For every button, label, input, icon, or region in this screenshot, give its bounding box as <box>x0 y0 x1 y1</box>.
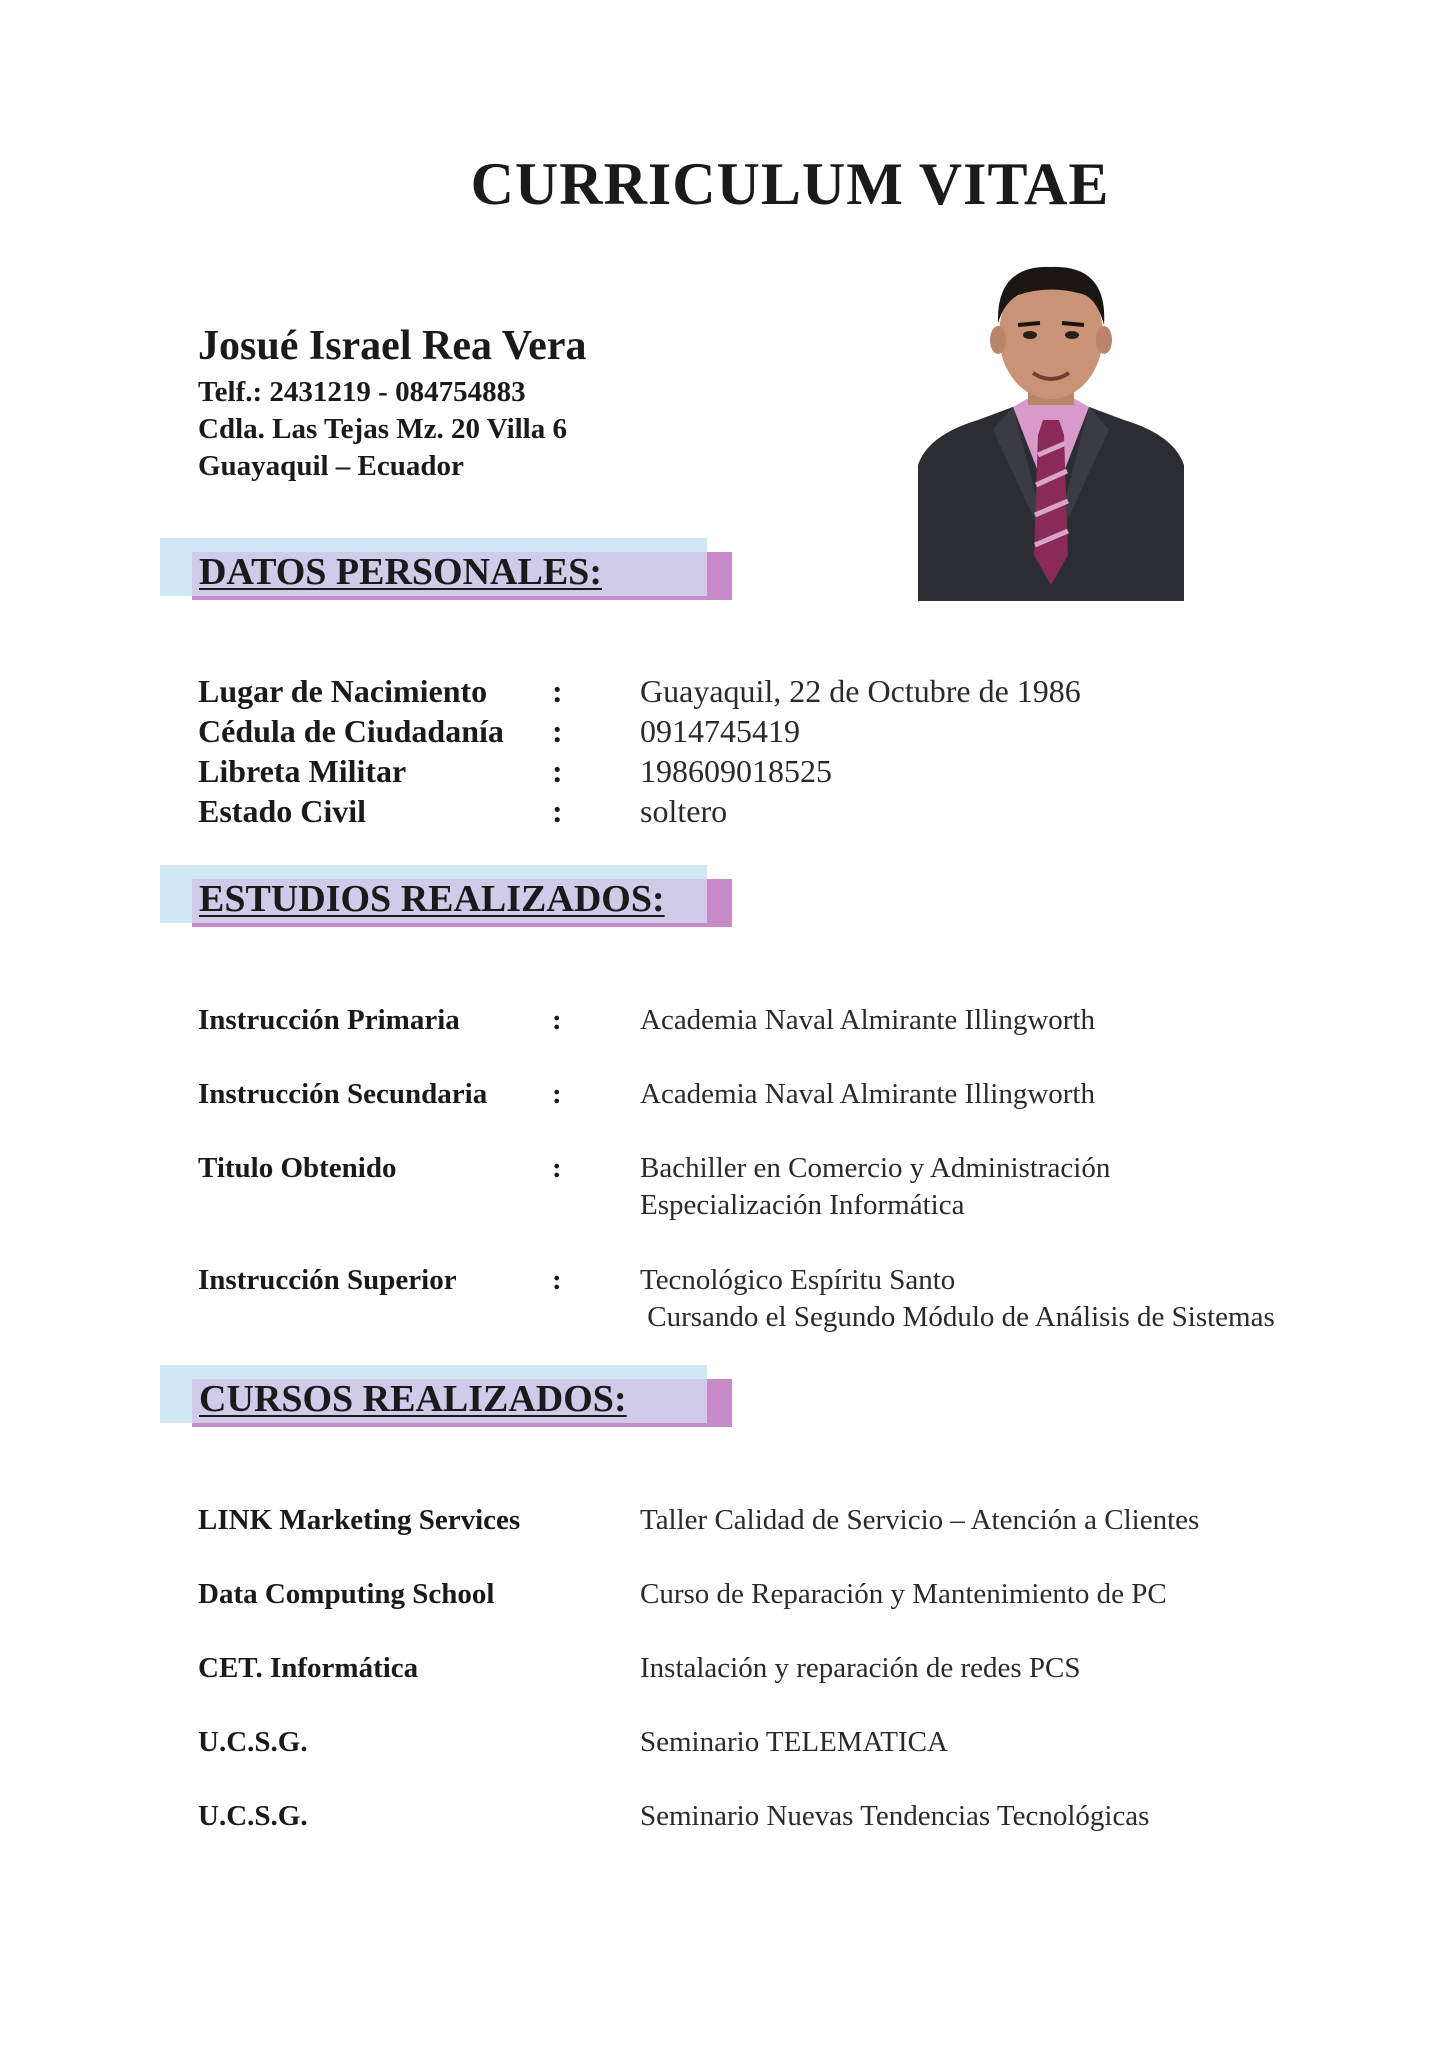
estudios-separator: : <box>552 1078 562 1110</box>
estudios-separator: : <box>552 1004 562 1036</box>
cursos-value-cet: Instalación y reparación de redes PCS <box>640 1652 1081 1684</box>
datos-label-estado: Estado Civil <box>198 793 367 829</box>
estudios-label-secundaria: Instrucción Secundaria <box>198 1078 488 1110</box>
cursos-label-data-computing: Data Computing School <box>198 1578 495 1610</box>
address-line: Cdla. Las Tejas Mz. 20 Villa 6 <box>198 413 567 445</box>
document-title: CURRICULUM VITAE <box>470 151 1110 217</box>
section-heading: ESTUDIOS REALIZADOS: <box>199 878 665 920</box>
estudios-value-superior-2: Cursando el Segundo Módulo de Análisis de Sistemas <box>640 1301 1275 1333</box>
cursos-label-ucsg-1: U.C.S.G. <box>198 1726 308 1758</box>
cursos-value-ucsg-1: Seminario TELEMATICA <box>640 1726 948 1758</box>
portrait-photo <box>918 255 1184 601</box>
datos-value-cedula: 0914745419 <box>640 713 800 749</box>
estudios-value-titulo-2: Especialización Informática <box>640 1189 965 1221</box>
datos-separator: : <box>552 673 563 709</box>
estudios-label-primaria: Instrucción Primaria <box>198 1004 460 1036</box>
estudios-separator: : <box>552 1152 562 1184</box>
datos-label-cedula: Cédula de Ciudadanía <box>198 713 504 749</box>
estudios-value-superior: Tecnológico Espíritu Santo <box>640 1264 956 1296</box>
estudios-label-titulo: Titulo Obtenido <box>198 1152 397 1184</box>
phone-line: Telf.: 2431219 - 084754883 <box>198 376 526 408</box>
datos-separator: : <box>552 713 563 749</box>
estudios-separator: : <box>552 1264 562 1296</box>
cursos-label-ucsg-2: U.C.S.G. <box>198 1800 308 1832</box>
cursos-value-link: Taller Calidad de Servicio – Atención a Clientes <box>640 1504 1200 1536</box>
section-datos-personales <box>160 538 732 600</box>
datos-value-estado: soltero <box>640 793 728 829</box>
datos-separator: : <box>552 753 563 789</box>
estudios-value-primaria: Academia Naval Almirante Illingworth <box>640 1004 1095 1036</box>
cursos-label-cet: CET. Informática <box>198 1652 419 1684</box>
datos-value-nacimiento: Guayaquil, 22 de Octubre de 1986 <box>640 673 1081 709</box>
datos-label-nacimiento: Lugar de Nacimiento <box>198 673 488 709</box>
section-heading: DATOS PERSONALES: <box>199 551 602 593</box>
cursos-value-data-computing: Curso de Reparación y Mantenimiento de PC <box>640 1578 1167 1610</box>
section-estudios-realizados <box>160 865 732 927</box>
cursos-label-link: LINK Marketing Services <box>198 1504 521 1536</box>
section-cursos-realizados <box>160 1365 732 1427</box>
estudios-value-secundaria: Academia Naval Almirante Illingworth <box>640 1078 1095 1110</box>
datos-separator: : <box>552 793 563 829</box>
city-line: Guayaquil – Ecuador <box>198 450 464 482</box>
datos-value-libreta: 198609018525 <box>640 753 832 789</box>
cursos-value-ucsg-2: Seminario Nuevas Tendencias Tecnológicas <box>640 1800 1150 1832</box>
candidate-name: Josué Israel Rea Vera <box>198 323 587 369</box>
estudios-value-titulo: Bachiller en Comercio y Administración <box>640 1152 1111 1184</box>
datos-label-libreta: Libreta Militar <box>198 753 407 789</box>
estudios-label-superior: Instrucción Superior <box>198 1264 457 1296</box>
section-heading: CURSOS REALIZADOS: <box>199 1378 627 1420</box>
